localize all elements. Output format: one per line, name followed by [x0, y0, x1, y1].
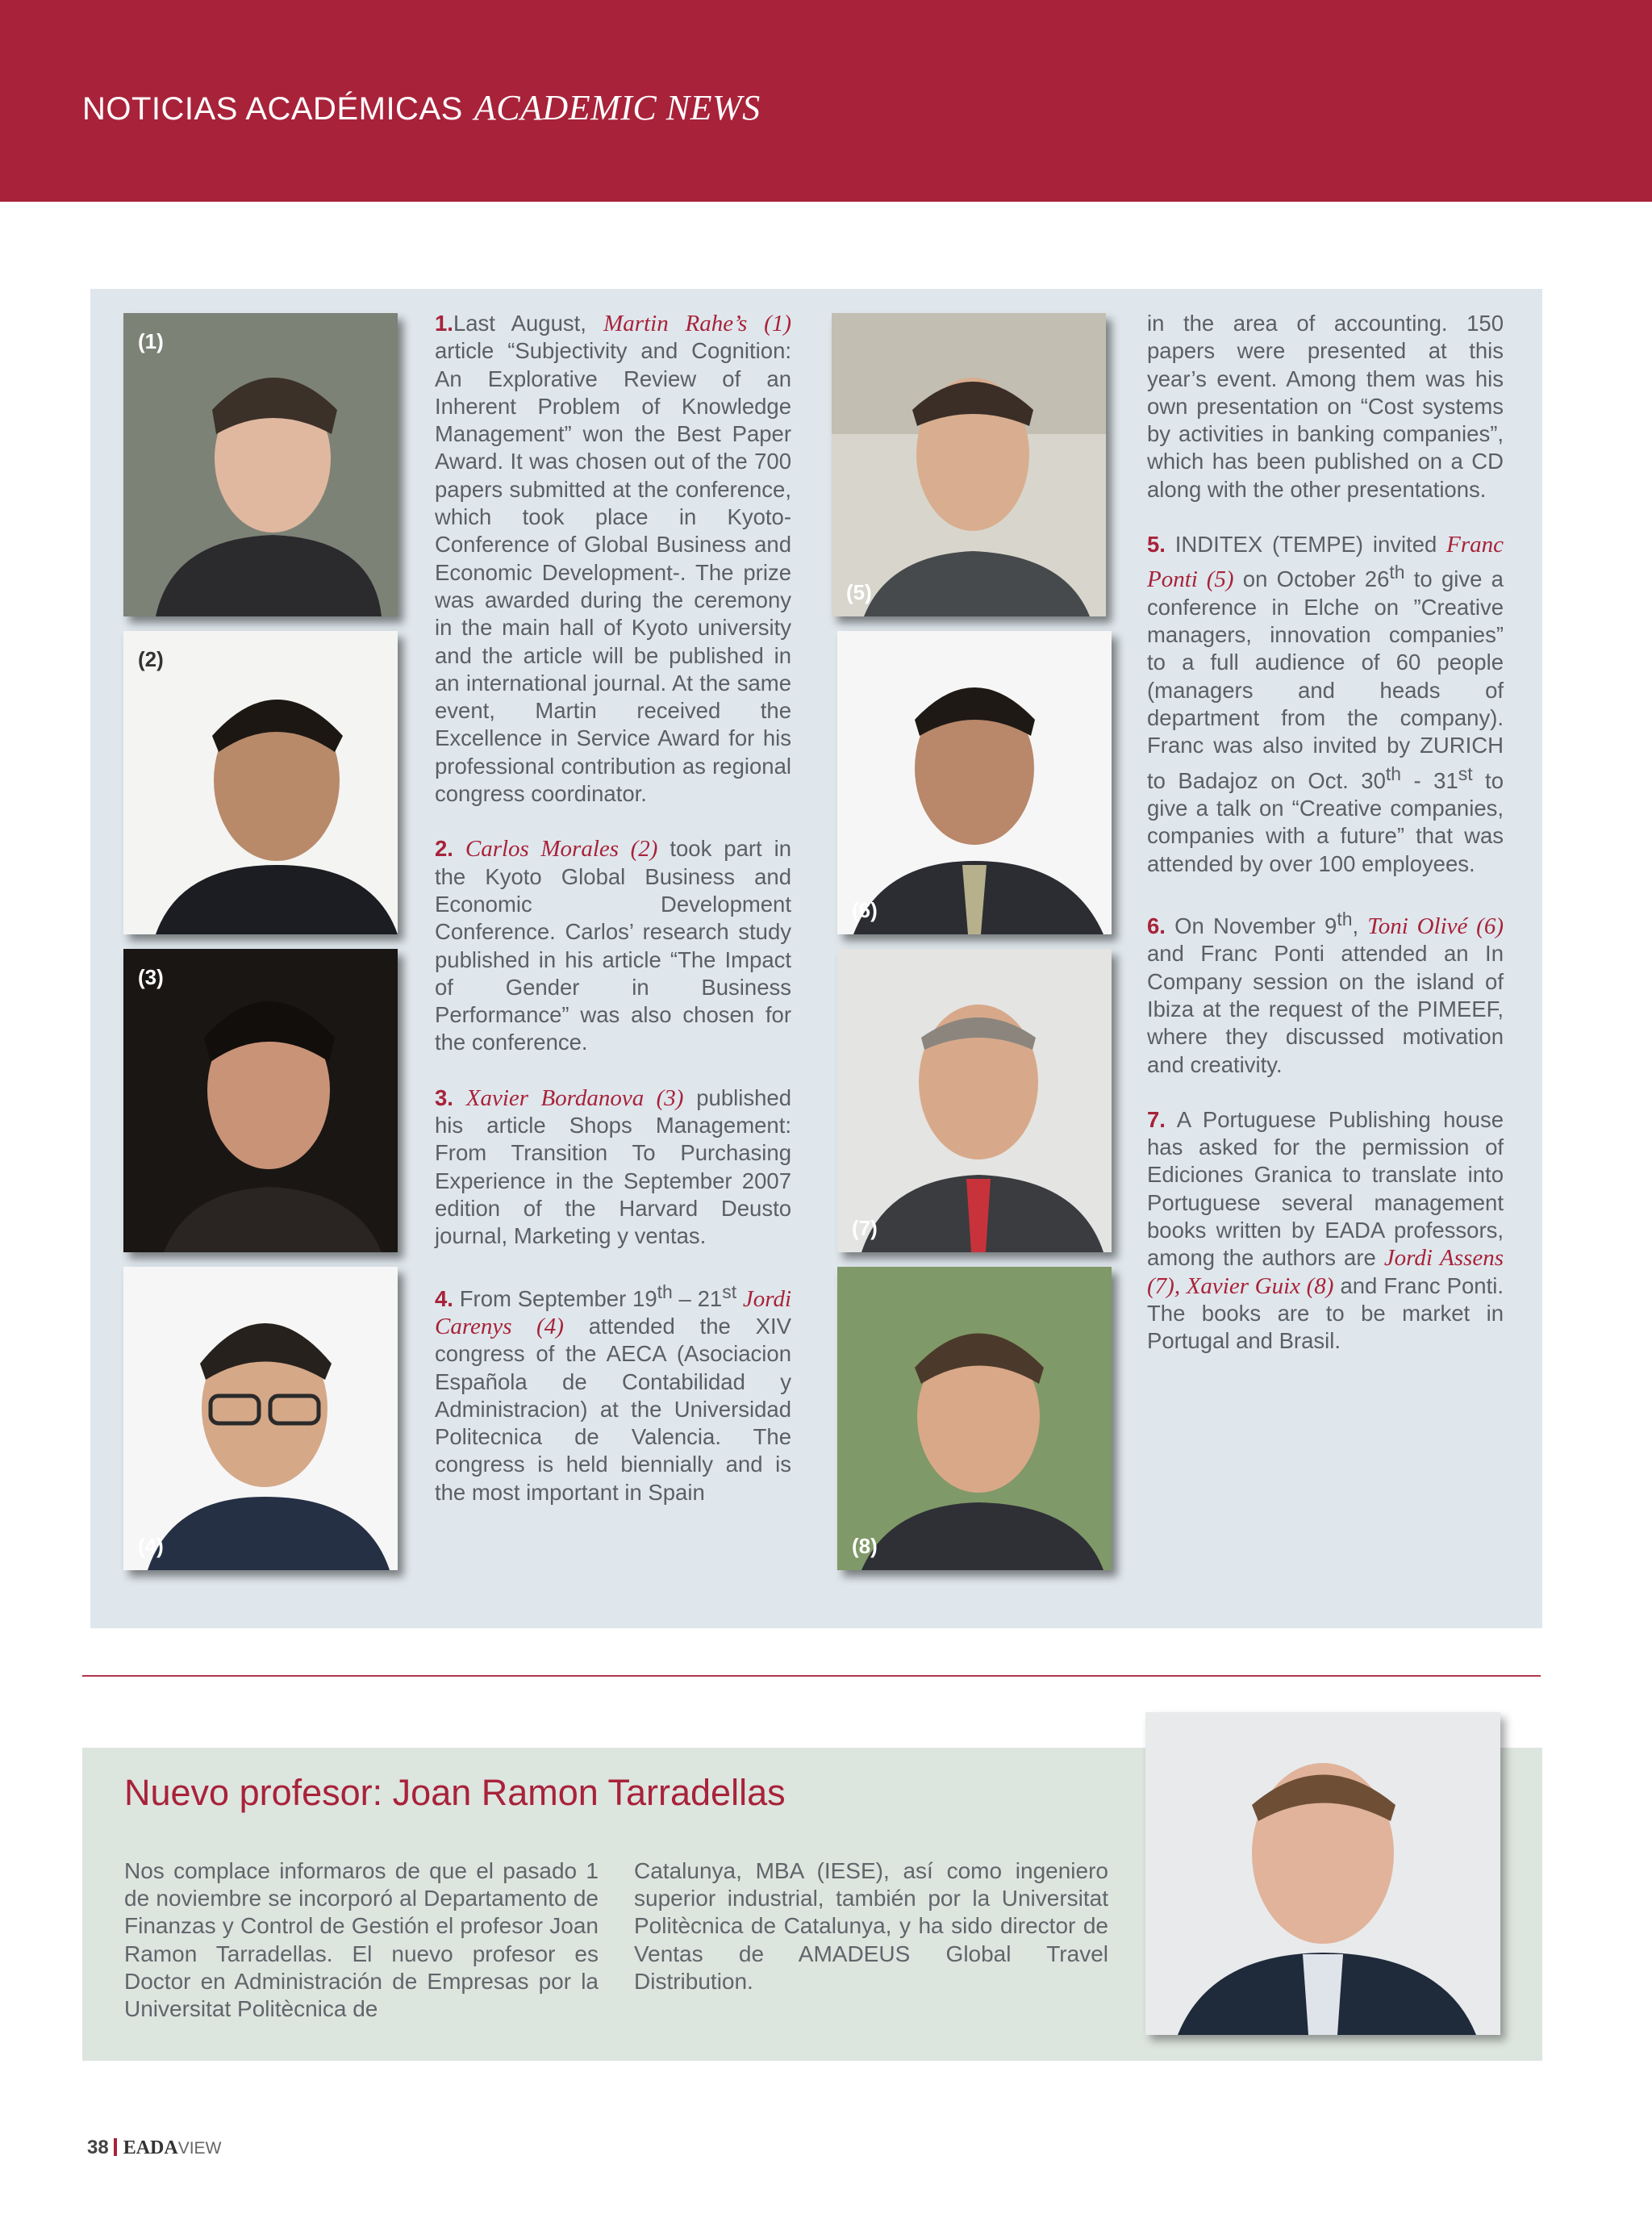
person-name: Jordi Assens (7), Xavier Guix (8) [1147, 1245, 1504, 1299]
news-item-4: 4. From September 19th – 21st Jordi Carenys (4) attended the XIV congress of the AECA (Asociacion Española de Contabilidad y Administracion) at the Universidad Politecnica de Valencia. The congress is held biennially and is the most important in Spain [435, 1281, 792, 1505]
item-number: 7. [1147, 1106, 1166, 1132]
news-item-1: 1.Last August, Martin Rahe’s (1) article “Subjectivity and Cognition: An Explorative Review of an Inherent Problem of Knowledge Management” won the Best Paper Award. It was chosen out of the 700 papers submitted at the conference, which took place in Kyoto-Conference of Global Business and Economic Development-. The prize was awarded during the ceremony in the main hall of Kyoto university and the article will be published in an international journal. At the same event, Martin received the Excellence in Service Award for his professional contribution as regional congress coordinator. [435, 311, 791, 807]
new-professor-text-col1: Nos complace informaros de que el pasado 1 de noviembre se incorporó al Departamento de Finanzas y Control de Gestión el profesor Joan Ramon Tarradellas. El nuevo profesor es Doctor en Administración de Empresas por la Universitat Politècnica de [124, 1858, 599, 2022]
photo-franc-ponti [832, 313, 1106, 616]
page-number: 38 [87, 2137, 109, 2158]
news-column-2 [1147, 310, 1504, 1383]
section-title-en: ACADEMIC NEWS [473, 88, 761, 127]
photo-jordi-assens [837, 949, 1112, 1252]
photo-jordi-carenys [123, 1267, 398, 1570]
news-item-3: 3. Xavier Bordanova (3) published his article Shops Management: From Transition To Purchasing Experience in the September 2007 edition of the Harvard Deusto journal, Marketing y ventas. [435, 1084, 791, 1249]
news-column-1 [435, 310, 791, 1534]
photo-number: (1) [138, 329, 164, 353]
person-name: Carlos Morales (2) [465, 836, 658, 863]
photo-martin-rahe [123, 313, 398, 616]
photo-number: (2) [138, 647, 164, 671]
page-footer [87, 2137, 221, 2159]
photo-number: (6) [852, 898, 878, 922]
footer-separator [114, 2138, 117, 2156]
item-number: 3. [435, 1084, 453, 1110]
new-professor-title: Nuevo profesor: Joan Ramon Tarradellas [124, 1772, 786, 1813]
photo-number: (5) [846, 580, 872, 604]
new-professor-text-col2: Catalunya, MBA (IESE), así como ingeniero superior industrial, también por la Universitat Politècnica de Catalunya, y ha sido director de Ventas de AMADEUS Global Travel Distribution. [634, 1858, 1108, 1994]
person-name: Toni Olivé (6) [1367, 913, 1504, 940]
item-number: 4. [435, 1285, 453, 1311]
person-name: Xavier Bordanova (3) [465, 1084, 684, 1111]
photo-number: (3) [138, 965, 164, 989]
photo-number: (7) [852, 1216, 878, 1240]
photo-toni-olive [837, 631, 1112, 934]
item-number: 2. [435, 836, 453, 862]
news-item-7: 7. A Portuguese Publishing house has asked for the permission of Ediciones Granica to translate into Portuguese several management books written by EADA professors, among the authors are Jordi Assens (7), Xavier Guix (8) and Franc Ponti. The books are to be market in Portugal and Brasil. [1147, 1106, 1504, 1354]
item-number: 6. [1147, 913, 1166, 939]
photo-carlos-morales [123, 631, 398, 934]
news-item-6: 6. On November 9th, Toni Olivé (6) and Franc Ponti attended an In Company session on the island of Ibiza at the request of the PIMEEF, where they discussed motivation and creativity. [1147, 908, 1504, 1077]
brand-suffix: VIEW [177, 2139, 222, 2158]
photo-number: (8) [852, 1534, 878, 1558]
news-item-2: 2. Carlos Morales (2) took part in the Kyoto Global Business and Economic Development Conference. Carlos’ research study published in his article “The Impact of Gender in Business Performance” was also chosen for the conference. [435, 836, 791, 1055]
news-item-5: 5. INDITEX (TEMPE) invited Franc Ponti (5) on October 26th to give a conference in Elche on ”Creative managers, innovation companies” to a full audience of 60 people (managers and heads of department from the company). Franc was also invited by ZURICH to Badajoz on Oct. 30th - 31st to give a talk on “Creative companies, companies with a future” that was attended by over 100 employees. [1147, 532, 1504, 876]
photo-xavier-bordanova [123, 949, 398, 1252]
photo-xavier-guix [837, 1267, 1112, 1570]
person-name: Franc Ponti (5) [1147, 532, 1504, 593]
news-item-4-continued: in the area of accounting. 150 papers were presented at this year’s event. Among them was his own presentation on “Cost systems by activities in banking companies”, which has been published on a CD along with the other presentations. [1147, 311, 1504, 502]
person-name: Jordi Carenys (4) [435, 1285, 792, 1339]
section-title [82, 87, 761, 128]
section-title-es: NOTICIAS ACADÉMICAS [82, 91, 463, 127]
item-number: 5. [1147, 532, 1166, 558]
person-name: Martin Rahe’s (1) [603, 311, 791, 336]
brand-name: EADA [123, 2137, 178, 2158]
photo-joan-ramon-tarradellas [1145, 1712, 1500, 2035]
photo-number: (4) [138, 1534, 164, 1558]
page-header [0, 0, 1652, 202]
section-divider [82, 1675, 1541, 1677]
item-number: 1. [435, 311, 453, 336]
